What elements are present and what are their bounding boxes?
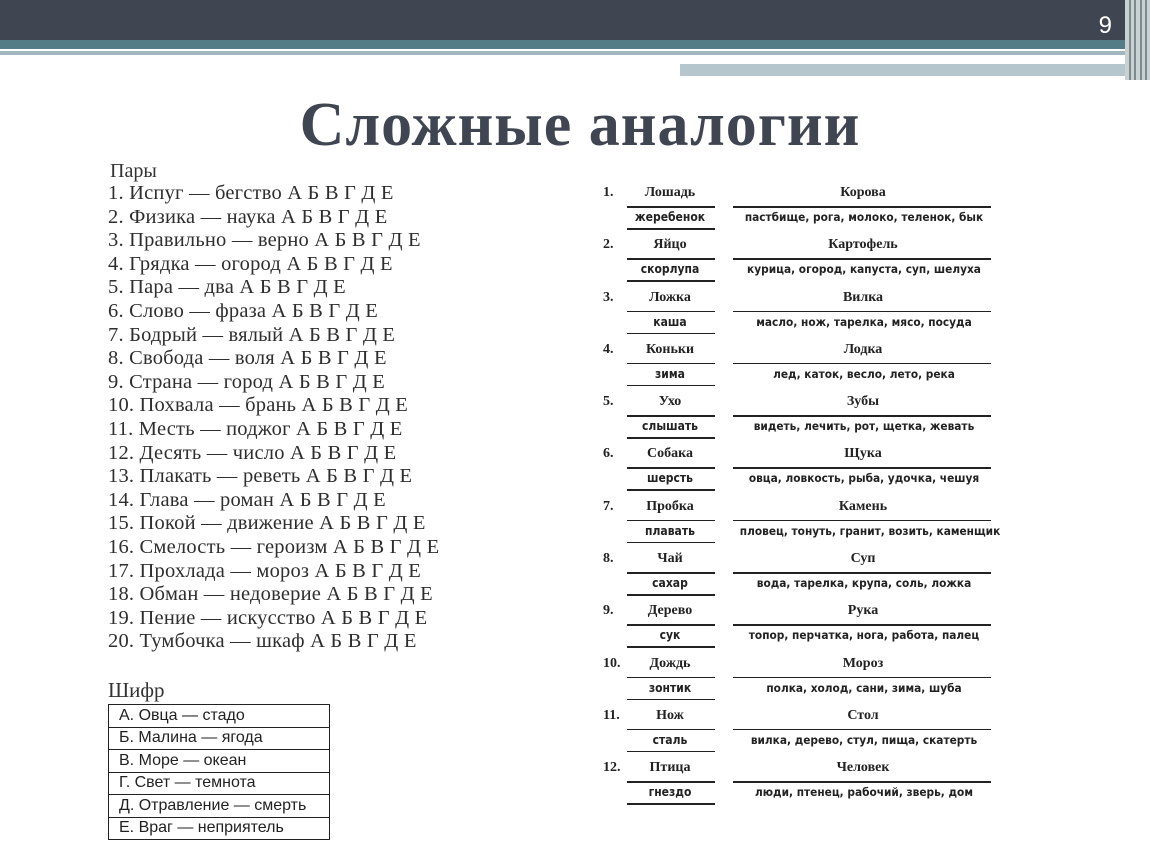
- pair-item: 20. Тумбочка — шкаф А Б В Г Д Е: [108, 630, 417, 653]
- analogy-row: [603, 498, 1001, 550]
- analogy-rule: [733, 467, 991, 469]
- analogy-rule: [733, 624, 991, 626]
- analogy-options: овца, ловкость, рыба, удочка, чешуя: [748, 471, 980, 486]
- analogy-number: 6.: [603, 446, 614, 462]
- analogy-target-word: Стол: [847, 707, 879, 723]
- cipher-table: [108, 704, 330, 840]
- analogy-word: Пробка: [646, 498, 694, 514]
- analogy-options: полка, холод, сани, зима, шуба: [766, 680, 962, 695]
- analogy-rule: [627, 542, 715, 544]
- pair-item: 14. Глава — роман А Б В Г Д Е: [108, 488, 386, 511]
- analogy-word: Дождь: [649, 655, 691, 671]
- analogy-pair-word: плавать: [645, 523, 695, 538]
- analogy-number: 10.: [603, 655, 621, 671]
- analogy-number: 8.: [603, 551, 614, 567]
- analogy-rule: [733, 258, 991, 260]
- analogy-rule: [627, 520, 715, 522]
- pair-item: 1. Испуг — бегство А Б В Г Д Е: [108, 182, 394, 204]
- analogy-rule: [627, 729, 715, 731]
- analogy-row: [603, 550, 998, 602]
- slide-title: Сложные аналогии: [299, 91, 861, 159]
- analogy-row: [603, 655, 998, 707]
- analogy-rule: [627, 594, 715, 596]
- pair-item: 13. Плакать — реветь А Б В Г Д Е: [108, 465, 413, 488]
- analogy-options: масло, нож, тарелка, мясо, посуда: [756, 314, 972, 329]
- analogy-options: лед, каток, весло, лето, река: [773, 366, 955, 381]
- analogy-rule: [627, 206, 715, 208]
- pair-item: 19. Пение — искусство А Б В Г Д Е: [108, 606, 428, 629]
- analogy-pair-word: гнездо: [648, 785, 692, 800]
- analogy-options: люди, птенец, рабочий, зверь, дом: [755, 785, 973, 800]
- analogy-target-word: Картофель: [828, 237, 898, 253]
- analogy-word: Яйцо: [653, 237, 687, 253]
- analogy-rule: [627, 385, 715, 387]
- analogy-options: видеть, лечить, рот, щетка, жевать: [753, 419, 975, 434]
- pair-item: 2. Физика — наука А Б В Г Д Е: [108, 205, 388, 228]
- analogy-pair-word: зима: [655, 366, 685, 381]
- analogy-pair-word: зонтик: [648, 680, 692, 695]
- analogy-word: Лошадь: [644, 185, 696, 200]
- cipher-row: [109, 705, 330, 728]
- pair-item: 10. Похвала — брань А Б В Г Д Е: [108, 394, 408, 417]
- analogy-word: Ухо: [658, 394, 682, 410]
- analogy-pair-word: сахар: [652, 576, 688, 591]
- analogy-rule: [733, 363, 991, 365]
- analogy-rule: [627, 781, 715, 783]
- analogy-options: топор, перчатка, нога, работа, палец: [748, 628, 980, 643]
- analogy-row: [603, 184, 998, 236]
- pair-item: 12. Десять — число А Б В Г Д Е: [108, 441, 397, 464]
- analogy-pair-word: скорлупа: [640, 262, 700, 277]
- cipher-row: [109, 795, 330, 818]
- analogy-rule: [627, 489, 715, 491]
- analogy-target-word: Камень: [838, 498, 888, 514]
- analogy-rule: [733, 206, 991, 208]
- analogy-options: курица, огород, капуста, суп, шелуха: [747, 262, 981, 277]
- analogy-options: пловец, тонуть, гранит, возить, каменщик: [739, 523, 1001, 538]
- slide-number: 9: [1098, 12, 1112, 39]
- analogy-row: [603, 602, 998, 654]
- analogy-number: 4.: [603, 341, 614, 357]
- analogy-target-word: Щука: [844, 446, 882, 462]
- pair-item: 8. Свобода — воля А Б В Г Д Е: [108, 347, 387, 370]
- cipher-row: [109, 727, 330, 750]
- analogy-target-word: Корова: [840, 185, 886, 200]
- analogy-word: Ложка: [649, 289, 691, 305]
- pair-item: 4. Грядка — огород А Б В Г Д Е: [108, 252, 393, 275]
- cipher-row: [109, 772, 330, 795]
- analogy-number: 5.: [603, 394, 614, 410]
- analogy-row: [603, 707, 998, 759]
- analogy-rule: [733, 520, 991, 522]
- analogy-rule: [627, 311, 715, 313]
- cipher-cell: А. Овца — стадо: [109, 705, 330, 728]
- analogy-word: Коньки: [645, 341, 695, 357]
- header-light-bar: [0, 51, 1125, 55]
- cipher-cell: В. Море — океан: [109, 750, 330, 773]
- pair-item: 15. Покой — движение А Б В Г Д Е: [108, 512, 426, 535]
- analogy-rule: [627, 333, 715, 335]
- analogy-target-word: Зубы: [846, 394, 880, 410]
- analogy-options: вилка, дерево, стул, пища, скатерть: [750, 732, 978, 747]
- analogy-target-word: Мороз: [842, 655, 884, 671]
- analogy-row: [603, 341, 998, 393]
- pair-item: 17. Прохлада — мороз А Б В Г Д Е: [108, 559, 421, 582]
- analogy-rule: [627, 646, 715, 648]
- analogy-word: Дерево: [647, 603, 693, 619]
- analogy-rule: [733, 781, 991, 783]
- analogy-rule: [627, 280, 715, 282]
- analogy-row: [603, 236, 998, 288]
- pairs-list: [108, 182, 439, 654]
- analogy-pair-word: сук: [659, 628, 681, 643]
- pair-item: 9. Страна — город А Б В Г Д Е: [108, 370, 385, 393]
- header-bar: [0, 0, 1125, 40]
- analogy-pair-word: слышать: [642, 419, 698, 434]
- analogy-rule: [627, 415, 715, 417]
- pair-item: 3. Правильно — верно А Б В Г Д Е: [108, 229, 421, 252]
- analogy-rule: [733, 415, 991, 417]
- pair-item: 7. Бодрый — вялый А Б В Г Д Е: [108, 323, 396, 346]
- cipher-row: [109, 817, 330, 840]
- cipher-cell: Б. Малина — ягода: [109, 727, 330, 750]
- analogy-rule: [733, 677, 991, 679]
- analogy-target-word: Рука: [847, 603, 879, 619]
- analogy-number: 1.: [603, 185, 614, 200]
- analogy-target-word: Лодка: [843, 341, 883, 357]
- analogy-target-word: Человек: [836, 760, 890, 776]
- pair-item: 18. Обман — недоверие А Б В Г Д Е: [108, 583, 433, 606]
- analogy-rule: [627, 751, 715, 753]
- analogy-number: 12.: [603, 760, 621, 776]
- analogy-number: 7.: [603, 498, 614, 514]
- analogy-number: 9.: [603, 603, 614, 619]
- analogy-row: [603, 759, 998, 811]
- analogy-options: пастбище, рога, молоко, теленок, бык: [744, 210, 984, 224]
- pair-item: 11. Месть — поджог А Б В Г Д Е: [108, 417, 403, 440]
- analogy-pair-word: шерсть: [646, 471, 694, 486]
- analogy-rule: [627, 258, 715, 260]
- analogy-pair-word: каша: [653, 314, 687, 329]
- analogy-word: Чай: [657, 551, 683, 567]
- analogy-word: Собака: [647, 446, 693, 462]
- analogy-target-word: Суп: [850, 551, 876, 567]
- analogy-pair-word: жеребенок: [634, 210, 706, 224]
- analogy-number: 2.: [603, 237, 614, 253]
- analogy-rule: [627, 677, 715, 679]
- analogy-rule: [627, 363, 715, 365]
- cipher-row: [109, 750, 330, 773]
- analogy-row: [603, 289, 998, 341]
- analogy-pair-word: сталь: [652, 732, 688, 747]
- pairs-heading: Пары: [110, 160, 157, 182]
- cipher-cell: Е. Враг — неприятель: [109, 817, 330, 840]
- analogy-word: Нож: [656, 707, 684, 723]
- header-accent-bar: [0, 40, 1125, 49]
- pair-item: 5. Пара — два А Б В Г Д Е: [108, 276, 346, 299]
- analogy-target-word: Вилка: [842, 289, 884, 305]
- analogy-rule: [627, 437, 715, 439]
- analogy-rule: [733, 729, 991, 731]
- analogy-word: Птица: [649, 760, 691, 776]
- analogy-number: 11.: [603, 707, 620, 723]
- cipher-cell: Г. Свет — темнота: [109, 772, 330, 795]
- header-side-decoration: [1125, 0, 1150, 80]
- analogy-rule: [627, 228, 715, 230]
- pair-item: 16. Смелость — героизм А Б В Г Д Е: [108, 535, 440, 558]
- analogy-rule: [627, 624, 715, 626]
- analogy-number: 3.: [603, 289, 614, 305]
- analogy-row: [603, 393, 998, 445]
- analogies-block: [603, 184, 1001, 812]
- analogy-rule: [627, 699, 715, 701]
- analogy-rule: [627, 467, 715, 469]
- analogy-row: [603, 445, 998, 497]
- analogy-rule: [733, 311, 991, 313]
- analogy-rule: [627, 572, 715, 574]
- cipher-cell: Д. Отравление — смерть: [109, 795, 330, 818]
- cipher-heading: Шифр: [108, 678, 165, 702]
- analogy-rule: [627, 803, 715, 805]
- header-light-bar-right: [680, 64, 1125, 76]
- analogy-options: вода, тарелка, крупа, соль, ложка: [756, 576, 972, 591]
- pair-item: 6. Слово — фраза А Б В Г Д Е: [108, 299, 378, 322]
- analogy-rule: [733, 572, 991, 574]
